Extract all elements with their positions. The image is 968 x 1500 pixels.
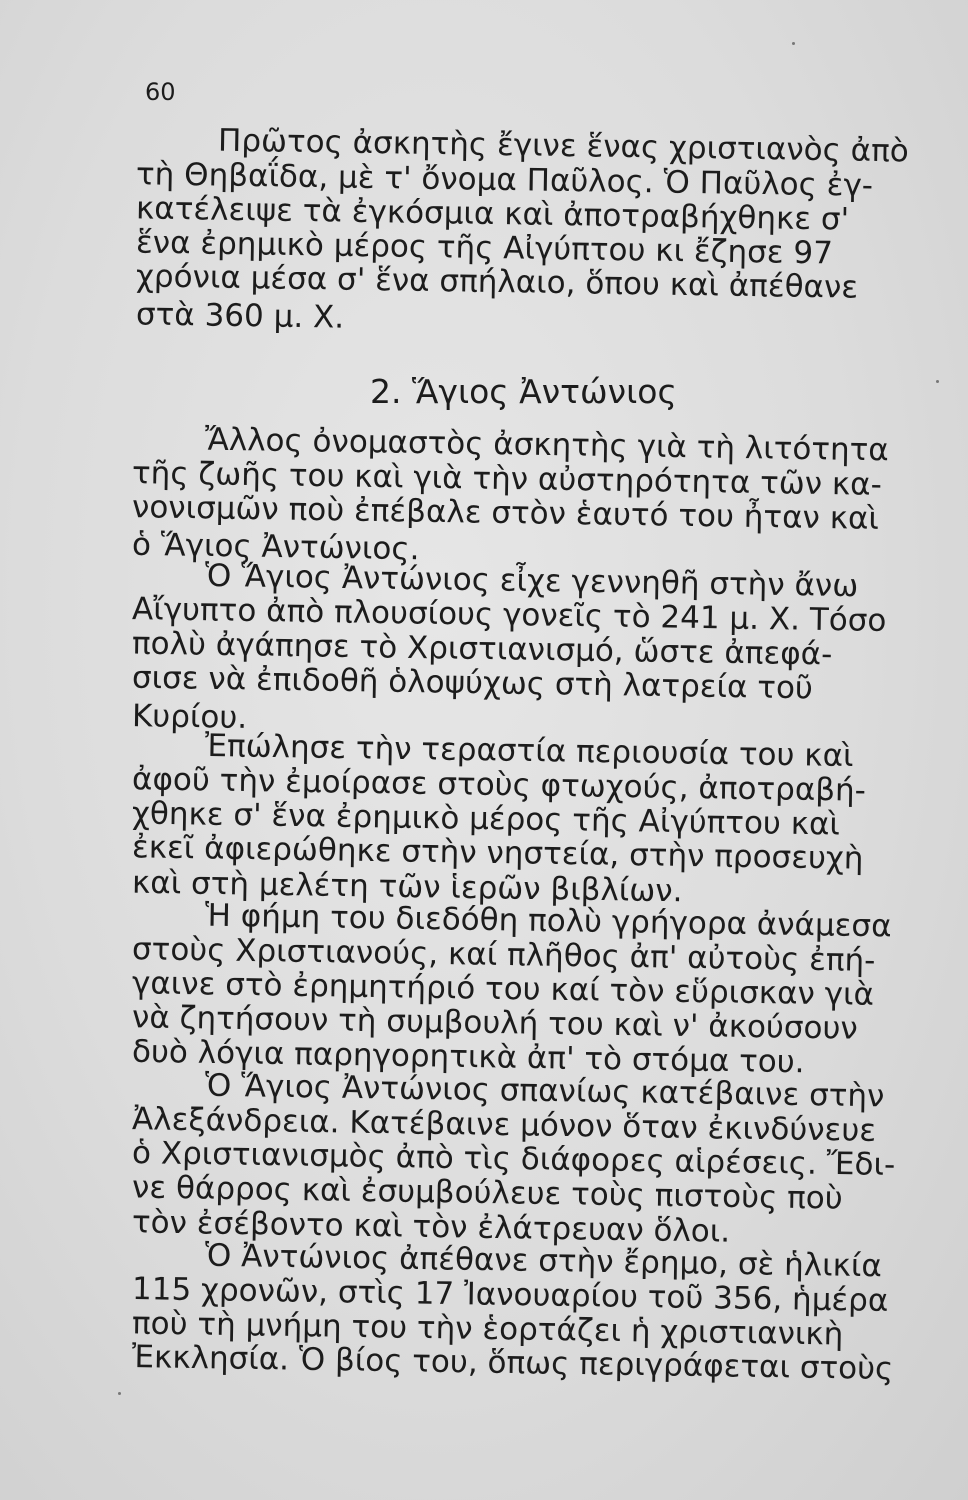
text-line: σισε νὰ ἐπιδοθῆ ὁλοψύχως στὴ λατρεία τοῦ (131, 659, 814, 707)
text-line: ἕνα ἐρημικὸ μέρος τῆς Αἰγύπτου κι ἔζησε 97 (135, 224, 834, 272)
text-line: ἀφοῦ τὴν ἐμοίρασε στοὺς φτωχούς, ἀποτραβή- (131, 761, 867, 809)
text-line: Κυρίου. (131, 698, 248, 736)
text-line: στὰ 360 μ. Χ. (135, 296, 345, 336)
text-line: Πρῶτος ἀσκητὴς ἔγινε ἕνας χριστιανὸς ἀπὸ (217, 122, 910, 170)
paper-speck (792, 42, 795, 45)
text-line: στοὺς Χριστιανούς, καί πλῆθος ἀπ' αὐτοὺς ἐπή- (131, 931, 876, 979)
text-line: Ὁ Ἅγιος Ἀντώνιος εἶχε γεννηθῆ στὴν ἄνω (204, 557, 859, 605)
text-line: νὰ ζητήσουν τὴ συμβουλή του καὶ ν' ἀκούσουν (131, 999, 859, 1047)
page-number: 60 (145, 78, 176, 106)
text-line: πολὺ ἀγάπησε τὸ Χριστιανισμό, ὥστε ἀπεφά- (131, 625, 833, 673)
text-line: Ὁ Ἀντώνιος ἀπέθανε στὴν ἔρημο, σὲ ἡλικία (204, 1237, 883, 1285)
text-line: γαινε στὸ ἐρημητήριό του καί τὸν εὕρισκαν γιὰ (131, 965, 875, 1013)
text-line: Ἡ φήμη του διεδόθη πολὺ γρήγορα ἀνάμεσα (204, 897, 892, 945)
text-line: καὶ στὴ μελέτη τῶν ἱερῶν βιβλίων. (131, 864, 683, 910)
text-line: Ἀλεξάνδρεια. Κατέβαινε μόνον ὅταν ἐκινδύνευε (131, 1101, 877, 1149)
text-line: τὸν ἐσέβοντο καὶ τὸν ἐλάτρευαν ὅλοι. (131, 1204, 731, 1250)
text-line: νε θάρρος καὶ ἐσυμβούλευε τοὺς πιστοὺς ποὺ (131, 1169, 843, 1217)
text-line: Ἐκκλησία. Ὁ βίος του, ὅπως περιγράφεται στοὺς (131, 1339, 894, 1387)
text-line: ποὺ τὴ μνήμη του τὴν ἑορτάζει ἡ χριστιανικὴ (131, 1305, 844, 1353)
text-line: ἐκεῖ ἀφιερώθηκε στὴν νηστεία, στὴν προσευχὴ (131, 829, 864, 877)
text-line: 115 χρονῶν, στὶς 17 Ἰανουαρίου τοῦ 356, ἡμέρα (131, 1271, 889, 1319)
text-line: χθηκε σ' ἕνα ἐρημικὸ μέρος τῆς Αἰγύπτου καὶ (131, 795, 841, 843)
section-heading: 2. Ἅγιος Ἀντώνιος (370, 372, 677, 411)
paper-speck (118, 1392, 121, 1395)
text-line: δυὸ λόγια παρηγορητικὰ ἀπ' τὸ στόμα του. (131, 1033, 805, 1081)
text-line: Ὁ Ἅγιος Ἀντώνιος σπανίως κατέβαινε στὴν (204, 1067, 885, 1115)
text-line: ὁ Ἅγιος Ἀντώνιος. (131, 526, 420, 568)
text-line: τὴ Θηβαΐδα, μὲ τ' ὄνομα Παῦλος. Ὁ Παῦλος ἐγ- (135, 156, 874, 204)
text-line: κατέλειψε τὰ ἐγκόσμια καὶ ἀποτραβήχθηκε σ' (135, 190, 850, 238)
text-line: ὁ Χριστιανισμὸς ἀπὸ τὶς διάφορες αἱρέσεις. Ἔδι- (131, 1135, 896, 1183)
text-line: χρόνια μέσα σ' ἕνα σπήλαιο, ὅπου καὶ ἀπέθανε (135, 258, 859, 306)
text-line: Ἄλλος ὀνομαστὸς ἀσκητὴς γιὰ τὴ λιτότητα (204, 421, 890, 469)
text-line: Αἴγυπτο ἀπὸ πλουσίους γονεῖς τὸ 241 μ. Χ. Τόσο (131, 591, 887, 639)
text-line: νονισμῶν ποὺ ἐπέβαλε στὸν ἑαυτό του ἦταν καὶ (131, 489, 880, 537)
text-line: τῆς ζωῆς του καὶ γιὰ τὴν αὐστηρότητα τῶν κα- (131, 455, 883, 503)
text-line: Ἐπώλησε τὴν τεραστία περιουσία του καὶ (204, 727, 854, 775)
paper-speck (936, 380, 939, 383)
